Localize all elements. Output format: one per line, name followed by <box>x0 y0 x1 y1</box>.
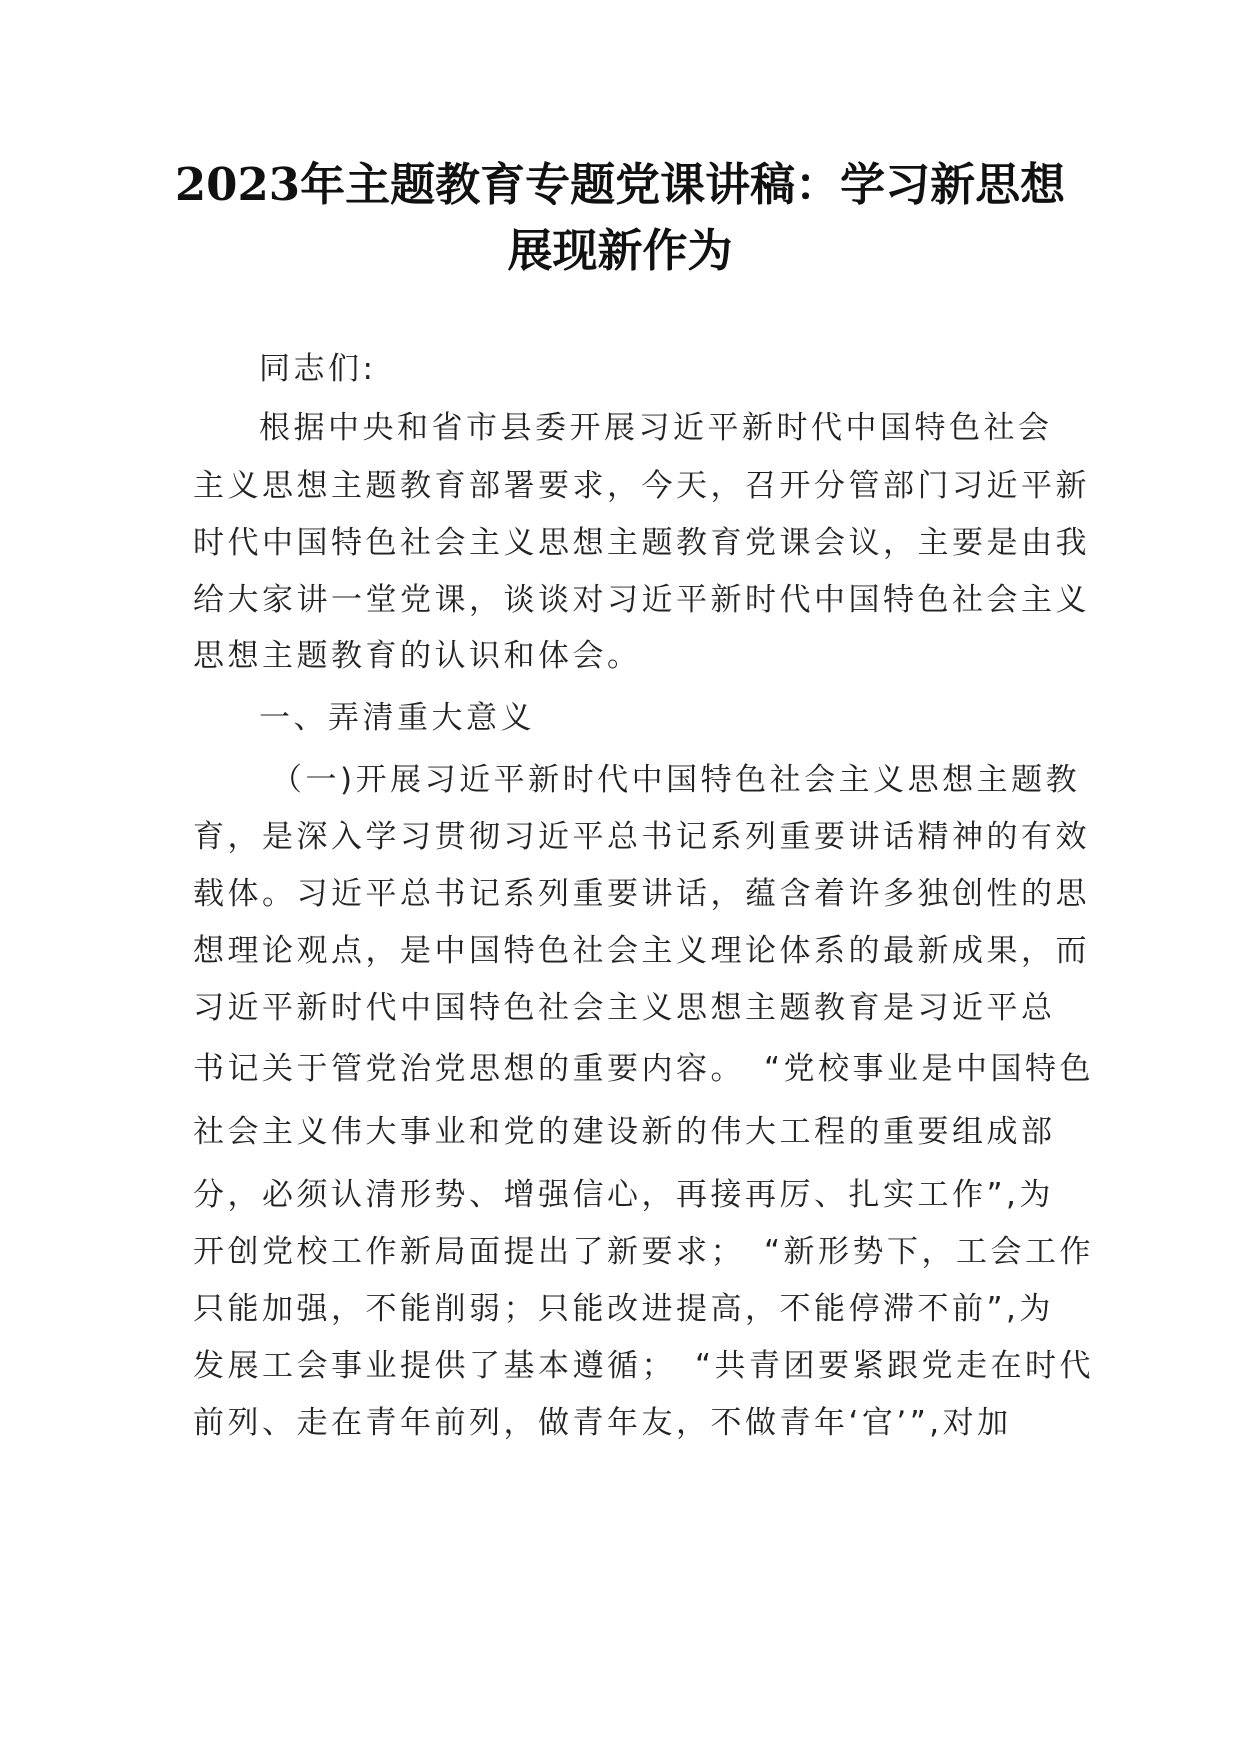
paragraph-line: 社会主义伟大事业和党的建设新的伟大工程的重要组成部 <box>193 1114 1056 1150</box>
paragraph-line: 分，必须认清形势、增强信心，再接再厉、扎实工作”,为 <box>193 1177 1054 1213</box>
paragraph-line: 发展工会事业提供了基本遵循； “共青团要紧跟党走在时代 <box>193 1348 1095 1384</box>
paragraph-line: 主义思想主题教育部署要求，今天，召开分管部门习近平新 <box>193 468 1090 504</box>
document-title <box>150 152 1090 284</box>
paragraph-line: 开创党校工作新局面提出了新要求； “新形势下，工会工作 <box>193 1234 1095 1270</box>
section-heading: 一、弄清重大意义 <box>259 700 535 736</box>
paragraph-line: 根据中央和省市县委开展习近平新时代中国特色社会 <box>259 410 1053 446</box>
paragraph-line: （一)开展习近平新时代中国特色社会主义思想主题教 <box>271 762 1081 798</box>
paragraph-line: 书记关于管党治党思想的重要内容。 “党校事业是中国特色 <box>193 1051 1095 1087</box>
paragraph-line: 给大家讲一堂党课，谈谈对习近平新时代中国特色社会主义 <box>193 582 1090 618</box>
paragraph-line: 育，是深入学习贯彻习近平总书记系列重要讲话精神的有效 <box>193 819 1090 855</box>
paragraph-line: 载体。习近平总书记系列重要讲话，蕴含着许多独创性的思 <box>193 876 1090 912</box>
paragraph-line: 只能加强，不能削弱；只能改进提高，不能停滞不前”,为 <box>193 1291 1054 1327</box>
salutation: 同志们: <box>259 351 377 387</box>
paragraph-line: 时代中国特色社会主义思想主题教育党课会议，主要是由我 <box>193 525 1090 561</box>
paragraph-line: 前列、走在青年前列，做青年友，不做青年‘官’”,对加 <box>193 1405 1012 1441</box>
paragraph-line: 想理论观点，是中国特色社会主义理论体系的最新成果，而 <box>193 933 1090 969</box>
title-line-1: 2023年主题教育专题党课讲稿：学习新思想 <box>174 158 1066 211</box>
title-line-2: 展现新作为 <box>507 224 733 277</box>
paragraph-line: 思想主题教育的认识和体会。 <box>193 638 642 674</box>
paragraph-line: 习近平新时代中国特色社会主义思想主题教育是习近平总 <box>193 990 1056 1026</box>
